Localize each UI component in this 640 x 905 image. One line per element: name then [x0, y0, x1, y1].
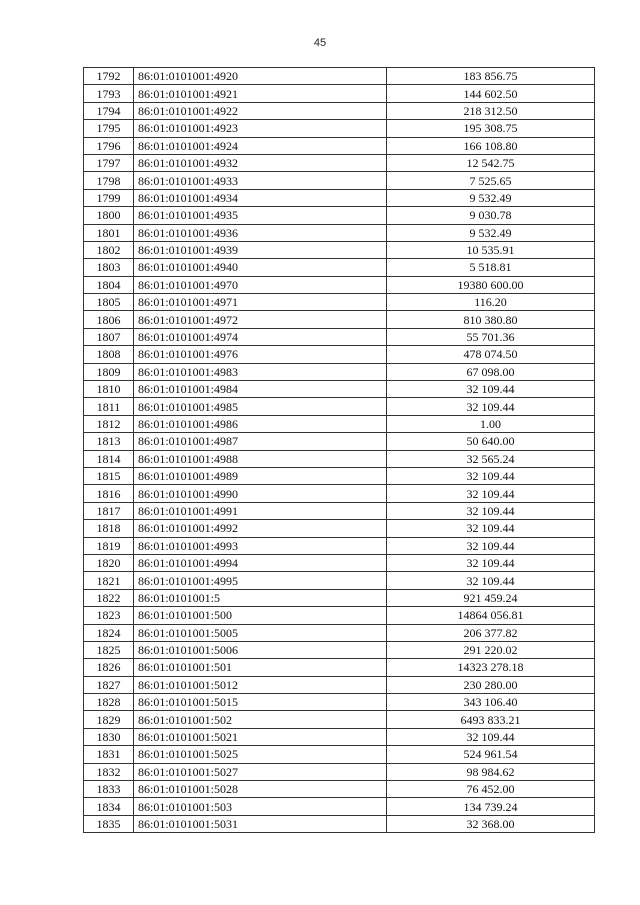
value-cell: 32 109.44 — [387, 572, 595, 589]
table-row — [84, 589, 595, 606]
table-row — [84, 241, 595, 258]
value-cell: 67 098.00 — [387, 363, 595, 380]
cadastral-number-cell: 86:01:0101001:4923 — [134, 120, 387, 137]
table-row — [84, 450, 595, 467]
cadastral-number-cell: 86:01:0101001:4984 — [134, 381, 387, 398]
row-number-cell: 1807 — [84, 328, 134, 345]
cadastral-number-cell: 86:01:0101001:4970 — [134, 276, 387, 293]
value-cell: 6493 833.21 — [387, 711, 595, 728]
cadastral-number-cell: 86:01:0101001:4991 — [134, 502, 387, 519]
cadastral-number-cell: 86:01:0101001:5031 — [134, 815, 387, 832]
value-cell: 32 109.44 — [387, 537, 595, 554]
row-number-cell: 1806 — [84, 311, 134, 328]
value-cell: 9 532.49 — [387, 189, 595, 206]
table-row — [84, 694, 595, 711]
page-number: 45 — [313, 37, 327, 49]
value-cell: 230 280.00 — [387, 676, 595, 693]
value-cell: 32 109.44 — [387, 520, 595, 537]
cadastral-number-cell: 86:01:0101001:5006 — [134, 641, 387, 658]
value-cell: 19380 600.00 — [387, 276, 595, 293]
row-number-cell: 1824 — [84, 624, 134, 641]
cadastral-number-cell: 86:01:0101001:501 — [134, 659, 387, 676]
cadastral-number-cell: 86:01:0101001:4990 — [134, 485, 387, 502]
value-cell: 144 602.50 — [387, 85, 595, 102]
cadastral-number-cell: 86:01:0101001:4940 — [134, 259, 387, 276]
cadastral-number-cell: 86:01:0101001:4988 — [134, 450, 387, 467]
row-number-cell: 1818 — [84, 520, 134, 537]
cadastral-number-cell: 86:01:0101001:4972 — [134, 311, 387, 328]
cadastral-number-cell: 86:01:0101001:500 — [134, 607, 387, 624]
value-cell: 1.00 — [387, 415, 595, 432]
value-cell: 183 856.75 — [387, 68, 595, 85]
row-number-cell: 1793 — [84, 85, 134, 102]
table-row — [84, 781, 595, 798]
row-number-cell: 1795 — [84, 120, 134, 137]
table-row — [84, 328, 595, 345]
row-number-cell: 1808 — [84, 346, 134, 363]
table-row — [84, 189, 595, 206]
table-row — [84, 607, 595, 624]
row-number-cell: 1831 — [84, 746, 134, 763]
row-number-cell: 1828 — [84, 694, 134, 711]
value-cell: 32 565.24 — [387, 450, 595, 467]
table-row — [84, 763, 595, 780]
row-number-cell: 1835 — [84, 815, 134, 832]
value-cell: 32 109.44 — [387, 467, 595, 484]
table-row — [84, 259, 595, 276]
row-number-cell: 1815 — [84, 467, 134, 484]
table-row — [84, 381, 595, 398]
value-cell: 32 368.00 — [387, 815, 595, 832]
table-row — [84, 68, 595, 85]
row-number-cell: 1823 — [84, 607, 134, 624]
table-row — [84, 294, 595, 311]
row-number-cell: 1797 — [84, 154, 134, 171]
cadastral-number-cell: 86:01:0101001:5025 — [134, 746, 387, 763]
cadastral-number-cell: 86:01:0101001:5015 — [134, 694, 387, 711]
table-row — [84, 433, 595, 450]
table-row — [84, 798, 595, 815]
value-cell: 32 109.44 — [387, 502, 595, 519]
row-number-cell: 1798 — [84, 172, 134, 189]
value-cell: 921 459.24 — [387, 589, 595, 606]
cadastral-number-cell: 86:01:0101001:4992 — [134, 520, 387, 537]
cadastral-number-cell: 86:01:0101001:4983 — [134, 363, 387, 380]
cadastral-number-cell: 86:01:0101001:5 — [134, 589, 387, 606]
row-number-cell: 1829 — [84, 711, 134, 728]
registry-table — [83, 67, 595, 833]
value-cell: 166 108.80 — [387, 137, 595, 154]
value-cell: 98 984.62 — [387, 763, 595, 780]
row-number-cell: 1803 — [84, 259, 134, 276]
value-cell: 291 220.02 — [387, 641, 595, 658]
table-row — [84, 572, 595, 589]
table-row — [84, 207, 595, 224]
value-cell: 5 518.81 — [387, 259, 595, 276]
table-row — [84, 154, 595, 171]
row-number-cell: 1819 — [84, 537, 134, 554]
value-cell: 478 074.50 — [387, 346, 595, 363]
row-number-cell: 1813 — [84, 433, 134, 450]
row-number-cell: 1794 — [84, 102, 134, 119]
cadastral-number-cell: 86:01:0101001:4920 — [134, 68, 387, 85]
row-number-cell: 1825 — [84, 641, 134, 658]
value-cell: 206 377.82 — [387, 624, 595, 641]
table-row — [84, 224, 595, 241]
table-row — [84, 363, 595, 380]
cadastral-number-cell: 86:01:0101001:4934 — [134, 189, 387, 206]
row-number-cell: 1800 — [84, 207, 134, 224]
value-cell: 32 109.44 — [387, 728, 595, 745]
value-cell: 14323 278.18 — [387, 659, 595, 676]
cadastral-number-cell: 86:01:0101001:4921 — [134, 85, 387, 102]
value-cell: 12 542.75 — [387, 154, 595, 171]
value-cell: 7 525.65 — [387, 172, 595, 189]
row-number-cell: 1817 — [84, 502, 134, 519]
value-cell: 9 030.78 — [387, 207, 595, 224]
row-number-cell: 1814 — [84, 450, 134, 467]
table-row — [84, 815, 595, 832]
cadastral-number-cell: 86:01:0101001:4995 — [134, 572, 387, 589]
row-number-cell: 1805 — [84, 294, 134, 311]
cadastral-number-cell: 86:01:0101001:4987 — [134, 433, 387, 450]
value-cell: 55 701.36 — [387, 328, 595, 345]
table-row — [84, 502, 595, 519]
row-number-cell: 1830 — [84, 728, 134, 745]
table-row — [84, 346, 595, 363]
value-cell: 134 739.24 — [387, 798, 595, 815]
cadastral-number-cell: 86:01:0101001:4985 — [134, 398, 387, 415]
cadastral-number-cell: 86:01:0101001:5021 — [134, 728, 387, 745]
row-number-cell: 1796 — [84, 137, 134, 154]
table-row — [84, 415, 595, 432]
table-row — [84, 659, 595, 676]
table-row — [84, 172, 595, 189]
row-number-cell: 1804 — [84, 276, 134, 293]
row-number-cell: 1821 — [84, 572, 134, 589]
cadastral-number-cell: 86:01:0101001:4935 — [134, 207, 387, 224]
cadastral-number-cell: 86:01:0101001:4933 — [134, 172, 387, 189]
row-number-cell: 1832 — [84, 763, 134, 780]
cadastral-number-cell: 86:01:0101001:4922 — [134, 102, 387, 119]
row-number-cell: 1833 — [84, 781, 134, 798]
cadastral-number-cell: 86:01:0101001:4932 — [134, 154, 387, 171]
value-cell: 524 961.54 — [387, 746, 595, 763]
cadastral-number-cell: 86:01:0101001:4974 — [134, 328, 387, 345]
row-number-cell: 1827 — [84, 676, 134, 693]
value-cell: 343 106.40 — [387, 694, 595, 711]
table-row — [84, 728, 595, 745]
row-number-cell: 1812 — [84, 415, 134, 432]
table-row — [84, 711, 595, 728]
value-cell: 10 535.91 — [387, 241, 595, 258]
row-number-cell: 1816 — [84, 485, 134, 502]
table-row — [84, 276, 595, 293]
cadastral-number-cell: 86:01:0101001:4939 — [134, 241, 387, 258]
cadastral-number-cell: 86:01:0101001:5012 — [134, 676, 387, 693]
table-row — [84, 85, 595, 102]
table-row — [84, 102, 595, 119]
value-cell: 32 109.44 — [387, 398, 595, 415]
value-cell: 14864 056.81 — [387, 607, 595, 624]
cadastral-number-cell: 86:01:0101001:4924 — [134, 137, 387, 154]
value-cell: 32 109.44 — [387, 554, 595, 571]
table-row — [84, 398, 595, 415]
cadastral-number-cell: 86:01:0101001:4994 — [134, 554, 387, 571]
value-cell: 50 640.00 — [387, 433, 595, 450]
table-row — [84, 120, 595, 137]
table-row — [84, 624, 595, 641]
table-row — [84, 485, 595, 502]
row-number-cell: 1809 — [84, 363, 134, 380]
value-cell: 9 532.49 — [387, 224, 595, 241]
row-number-cell: 1820 — [84, 554, 134, 571]
cadastral-number-cell: 86:01:0101001:4976 — [134, 346, 387, 363]
table-row — [84, 311, 595, 328]
row-number-cell: 1801 — [84, 224, 134, 241]
row-number-cell: 1822 — [84, 589, 134, 606]
cadastral-number-cell: 86:01:0101001:4936 — [134, 224, 387, 241]
row-number-cell: 1792 — [84, 68, 134, 85]
table-row — [84, 641, 595, 658]
cadastral-number-cell: 86:01:0101001:4971 — [134, 294, 387, 311]
cadastral-number-cell: 86:01:0101001:5027 — [134, 763, 387, 780]
value-cell: 116.20 — [387, 294, 595, 311]
value-cell: 810 380.80 — [387, 311, 595, 328]
value-cell: 218 312.50 — [387, 102, 595, 119]
table-row — [84, 537, 595, 554]
registry-table-body — [84, 68, 595, 833]
cadastral-number-cell: 86:01:0101001:4986 — [134, 415, 387, 432]
cadastral-number-cell: 86:01:0101001:503 — [134, 798, 387, 815]
value-cell: 32 109.44 — [387, 485, 595, 502]
row-number-cell: 1799 — [84, 189, 134, 206]
row-number-cell: 1802 — [84, 241, 134, 258]
cadastral-number-cell: 86:01:0101001:4993 — [134, 537, 387, 554]
cadastral-number-cell: 86:01:0101001:5005 — [134, 624, 387, 641]
cadastral-number-cell: 86:01:0101001:5028 — [134, 781, 387, 798]
row-number-cell: 1810 — [84, 381, 134, 398]
row-number-cell: 1811 — [84, 398, 134, 415]
value-cell: 32 109.44 — [387, 381, 595, 398]
table-row — [84, 676, 595, 693]
row-number-cell: 1826 — [84, 659, 134, 676]
value-cell: 76 452.00 — [387, 781, 595, 798]
table-row — [84, 554, 595, 571]
table-row — [84, 137, 595, 154]
row-number-cell: 1834 — [84, 798, 134, 815]
cadastral-number-cell: 86:01:0101001:4989 — [134, 467, 387, 484]
table-row — [84, 520, 595, 537]
table-row — [84, 746, 595, 763]
value-cell: 195 308.75 — [387, 120, 595, 137]
table-row — [84, 467, 595, 484]
cadastral-number-cell: 86:01:0101001:502 — [134, 711, 387, 728]
